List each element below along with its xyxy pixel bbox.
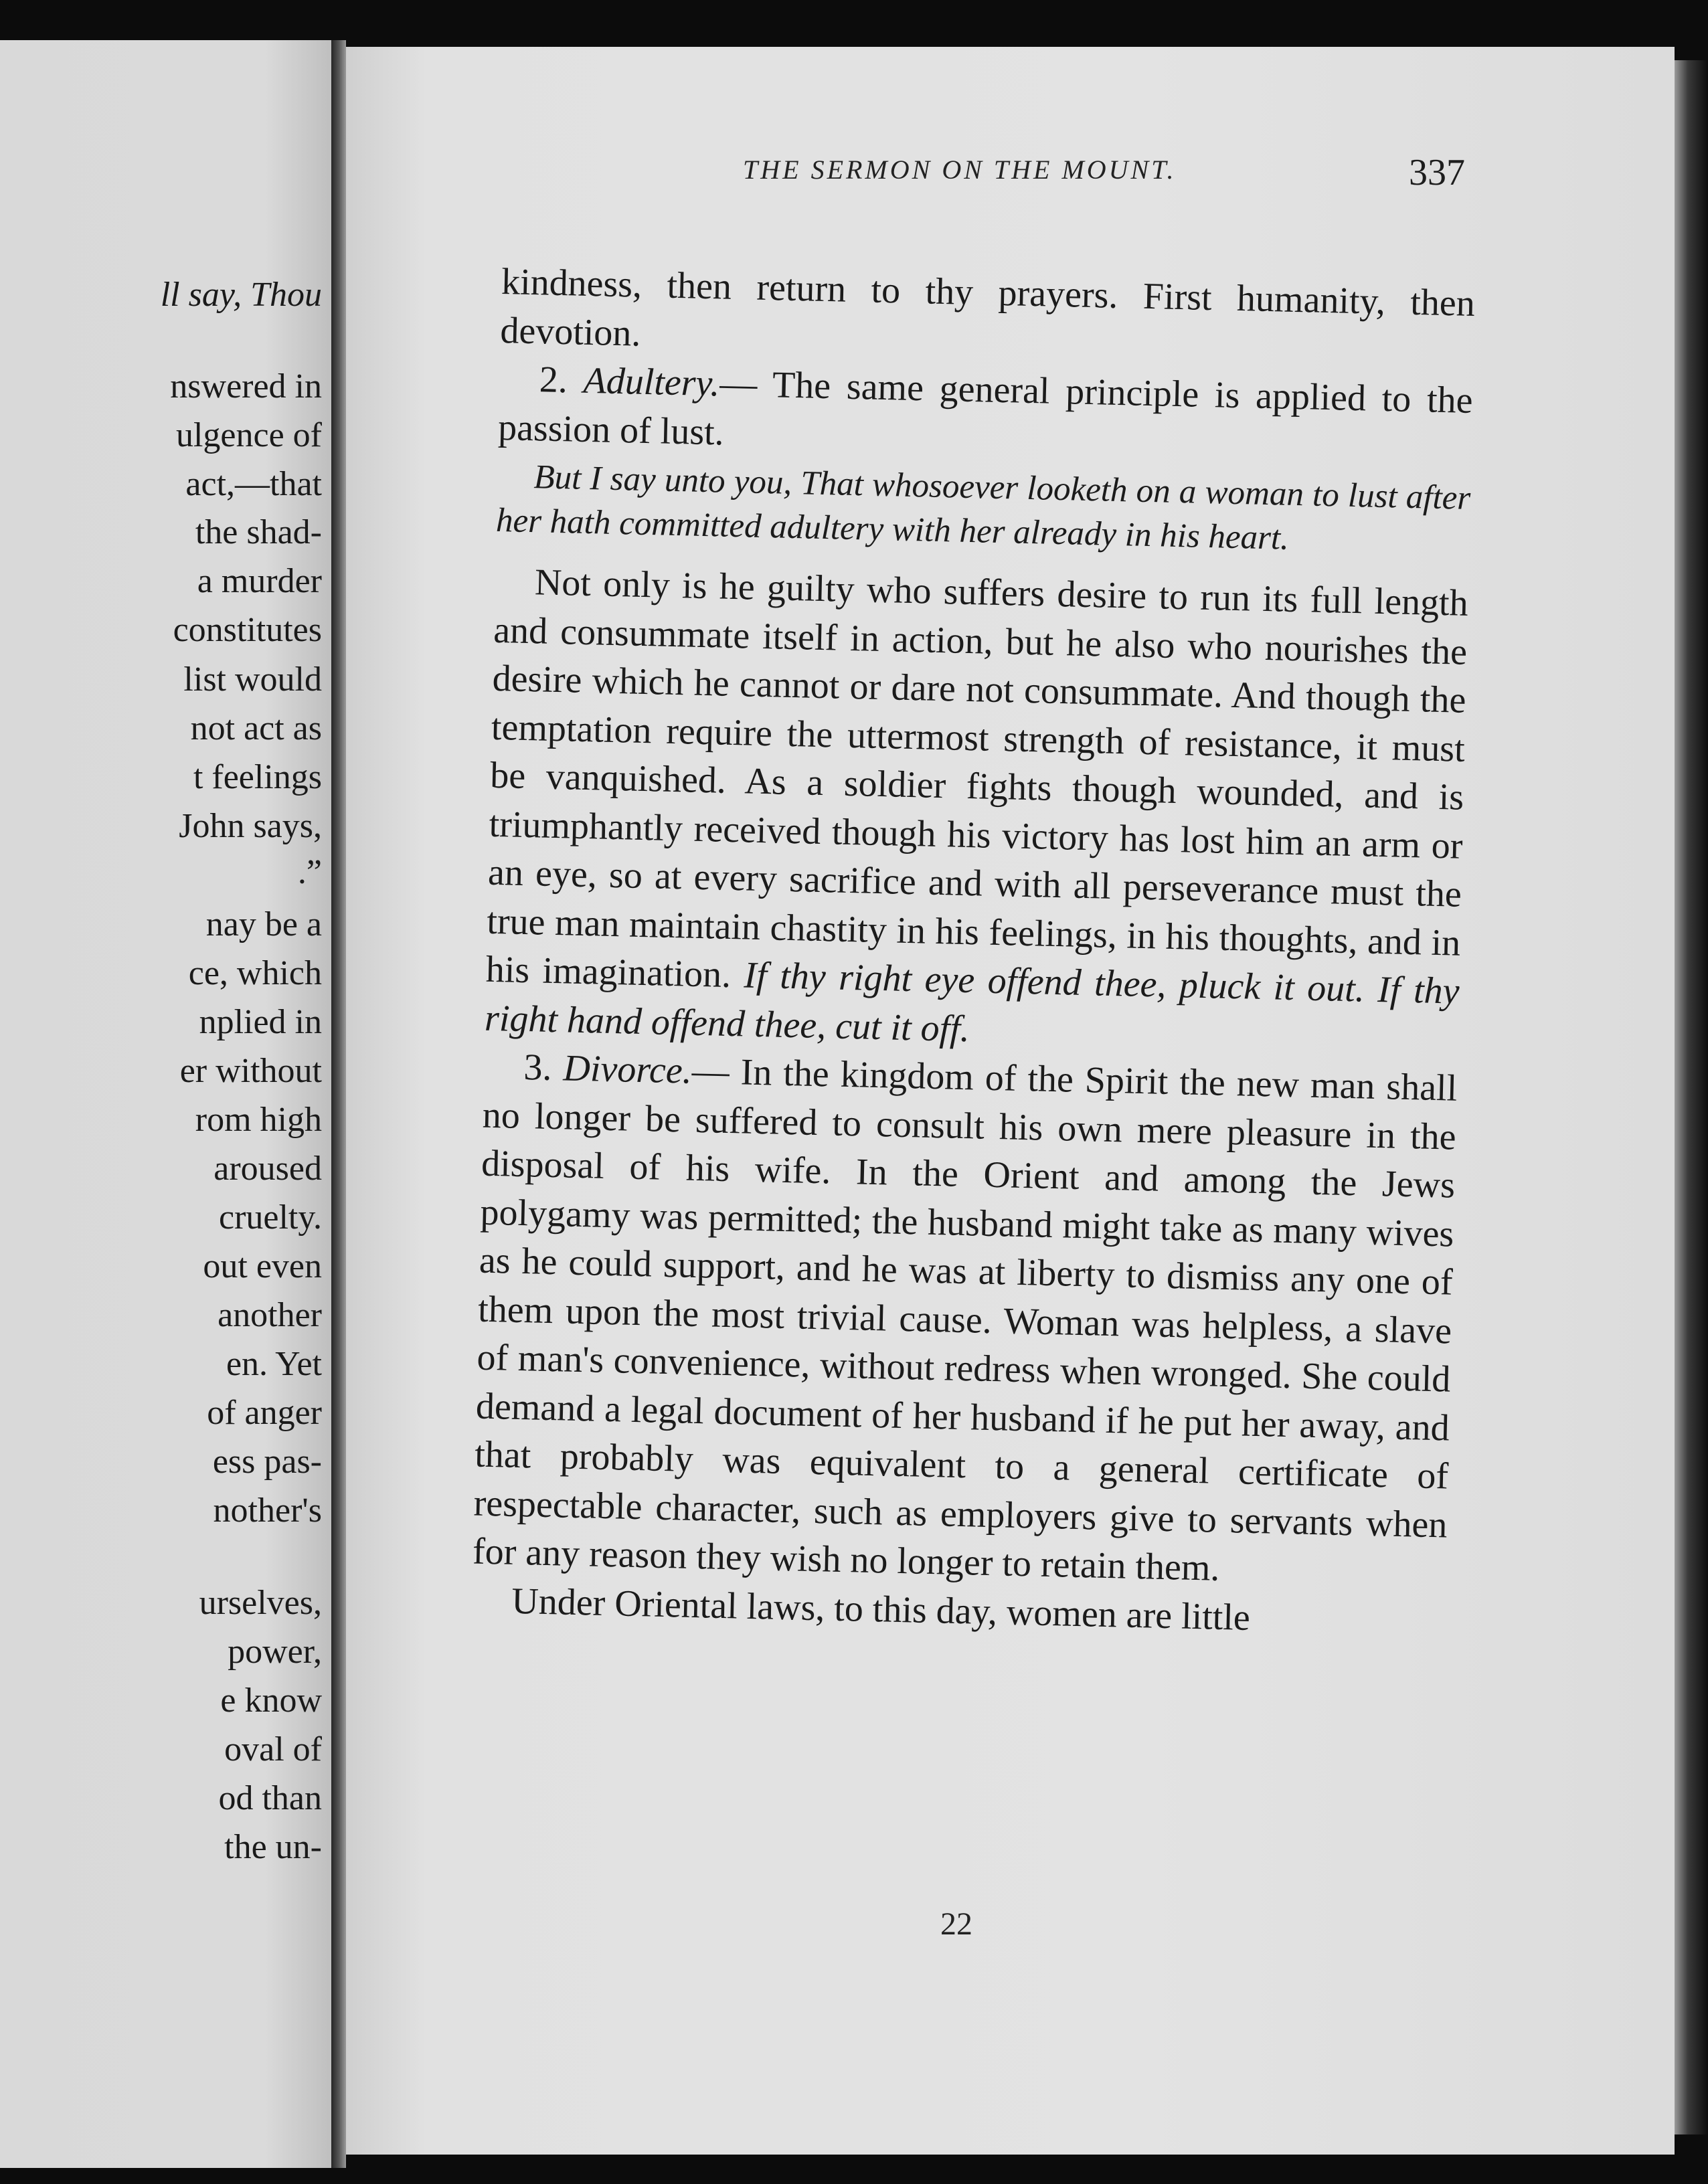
left-fragment: t feelings [193,758,322,796]
left-fragment: constitutes [173,611,322,649]
left-fragment: er without [179,1052,322,1090]
left-page [0,40,331,2168]
left-fragment: urselves, [199,1584,322,1622]
left-fragment: en. Yet [226,1345,322,1383]
paragraph-divorce [472,1042,1458,1598]
paragraph: kindness, then return to thy prayers. First humanity, then devotion. [499,260,1476,355]
left-fragment: ll say, Thou [160,276,322,314]
paragraph-text: Not only is he guilty who suffers desire to run its full length and consummate itself in action, but he also who nourishes the desire which he cannot or dare not consummate. And though the temptation require the uttermost strength of resistance, it must be vanquished. As a soldier fights though wounded, and is triumphantly received though his victory has lost him an arm or an eye, so at every sacrifice and with all perseverance must the true man maintain chastity in his feelings, in his thoughts, and in his imagination. [485,561,1469,996]
left-fragment: list would [183,660,322,699]
page-number: 337 [1409,152,1465,193]
left-fragment: oval of [224,1730,322,1768]
left-fragment: od than [218,1779,322,1817]
left-fragment: act,—that [185,465,322,503]
section-number: 3. [523,1046,553,1089]
scripture-quote: But I say unto you, That whosoever looketh on a woman to lust after her hath committed adultery with her already in his heart. [495,458,1471,557]
book-gutter [331,40,346,2168]
section-heading: Divorce. [562,1047,693,1092]
left-fragment: ce, which [188,954,322,992]
page-edge [1675,60,1708,2134]
left-fragment: nother's [213,1491,322,1530]
signature-mark: 22 [940,1906,972,1942]
left-fragment: a murder [197,562,322,600]
left-fragment: out even [203,1247,322,1285]
paragraph [484,557,1468,1065]
section-heading: Adultery. [582,359,721,405]
left-fragment: nay be a [205,905,322,943]
left-fragment: John says, [179,807,322,845]
section-number: 2. [539,359,568,401]
paragraph: Under Oriental laws, to this day, women are little [511,1580,1251,1639]
running-head: THE SERMON ON THE MOUNT. [743,155,1177,185]
left-fragment: the un- [224,1828,322,1866]
left-fragment: not act as [190,709,322,747]
left-fragment: .” [297,853,322,891]
left-fragment: of anger [207,1394,322,1432]
page-text [471,258,1476,1646]
left-fragment: cruelty. [219,1198,322,1237]
left-fragment: nplied in [199,1003,322,1041]
left-fragment: nswered in [170,367,322,405]
left-fragment: ulgence of [175,416,322,454]
left-fragment: ess pas- [212,1443,322,1481]
paragraph-text: — The same general principle is applied to the passion of lust. [497,363,1474,454]
left-fragment: power, [228,1633,322,1671]
left-fragment: another [218,1296,322,1334]
left-fragment: e know [220,1681,322,1720]
left-fragment: aroused [214,1150,322,1188]
scripture-quote-inline: If thy right eye offend thee, pluck it out. If thy right hand offend thee, cut it off. [484,954,1460,1050]
left-fragment: the shad- [195,513,322,551]
paragraph-text: — In the kingdom of the Spirit the new man shall no longer be suffered to consult his own mere pleasure in the disposal of his wife. In the Orient and among the Jews polygamy was permitted; the husband might take as many wives as he could support, and he was at liberty to dismiss any one of them upon the most trivial cause. Woman was helpless, a slave of man's convenience, without redress when wronged. She could demand a legal document of her husband if he put her away, and that probably was equivalent to a general certificate of respectable character, such as employers give to servants when for any reason they wish no longer to retain them. [472,1050,1458,1589]
left-fragment: rom high [195,1101,322,1139]
